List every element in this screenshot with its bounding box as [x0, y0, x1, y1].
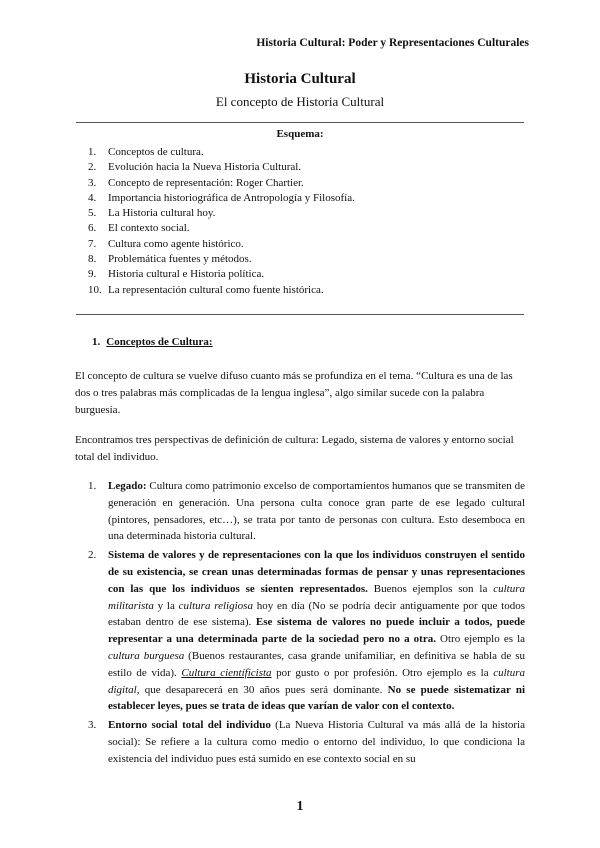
definition-number: 2.: [88, 549, 97, 562]
esquema-heading: Esquema:: [276, 128, 324, 140]
running-header: Historia Cultural: Poder y Representaciones Culturales: [256, 37, 529, 49]
esquema-item: [88, 221, 355, 236]
esquema-item-text: La representación cultural como fuente histórica.: [108, 283, 324, 296]
esquema-item-number: 8.: [88, 253, 97, 266]
definition-text: (Buenos restaurantes, casa grande unifamiliar, en definitiva se habla de su estilo de vida).: [108, 649, 525, 679]
esquema-item-number: 2.: [88, 161, 97, 174]
document-title: Historia Cultural: [244, 71, 356, 87]
esquema-item-number: 5.: [88, 207, 97, 220]
esquema-item: [88, 145, 355, 160]
definition-term: Entorno social total del individuo: [108, 719, 271, 732]
definition-text: Cultura como patrimonio excelso de comportamientos humanos que se transmiten de generación en generación. Una persona culta conoce gran parte de ese legado cultural (pintores, pensadores, etc…), se trata por tanto de personas con cultura. Esto desemboca en una determinada historia cultural.: [108, 480, 525, 543]
divider-top: [76, 122, 524, 123]
definition-text: , que desaparecerá en 30 años pues será dominante.: [136, 683, 388, 696]
esquema-item: [88, 252, 355, 267]
esquema-item: [88, 176, 355, 191]
definition-number: 3.: [88, 719, 97, 732]
esquema-item-number: 9.: [88, 268, 97, 281]
esquema-list: [88, 145, 355, 298]
esquema-item-text: Historia cultural e Historia política.: [108, 268, 265, 281]
definition-item-sistema-valores: [75, 547, 525, 715]
definition-text: (La Nueva Historia Cultural va más allá de la historia social): Se refiere a la cultura como medio o entorno del individuo, lo que condiciona la existencia del individuo pues está sumido en ese contexto social en su: [108, 719, 525, 765]
esquema-item-number: 4.: [88, 191, 97, 204]
esquema-item-number: 10.: [88, 283, 102, 296]
section-number: 1.: [92, 336, 101, 348]
esquema-item-text: Conceptos de cultura.: [108, 146, 204, 158]
esquema-item-number: 1.: [88, 146, 97, 158]
esquema-item-text: La Historia cultural hoy.: [108, 207, 216, 220]
section-title: Conceptos de Cultura:: [106, 336, 213, 348]
esquema-item-text: Importancia historiográfica de Antropología y Filosofía.: [108, 191, 355, 204]
esquema-item-text: Cultura como agente histórico.: [108, 237, 244, 250]
esquema-item-text: El contexto social.: [108, 222, 190, 235]
esquema-item-number: 3.: [88, 176, 97, 189]
example-term: cultura militarista: [108, 582, 526, 612]
example-term: cultura burguesa: [108, 649, 185, 662]
example-term: cultura digital: [108, 666, 525, 696]
example-term: Cultura científicista: [181, 666, 272, 679]
definition-text: y la: [153, 599, 179, 612]
definition-item-legado: [75, 478, 525, 545]
esquema-item-text: Concepto de representación: Roger Chartier.: [108, 176, 304, 189]
paragraph-perspectives: Encontramos tres perspectivas de definición de cultura: Legado, sistema de valores y entorno social total del individuo.: [75, 434, 514, 463]
paragraph-intro: El concepto de cultura se vuelve difuso cuanto más se profundiza en el tema. “Cultura es una de las dos o tres palabras más complicadas de la lengua inglesa”, algo similar sucede con la palabra burguesía.: [75, 370, 513, 416]
emphasis-text: Ese sistema de valores no puede incluir a todos, puede representar a una determinada parte de la sociedad pero no a otra.: [108, 616, 525, 646]
definition-text: Buenos ejemplos son la: [367, 582, 494, 595]
esquema-item-text: Evolución hacia la Nueva Historia Cultural.: [108, 161, 302, 174]
section-heading: [92, 336, 213, 348]
definition-text: Otro ejemplo es la: [435, 633, 526, 646]
esquema-item: [88, 267, 355, 282]
esquema-item-number: 6.: [88, 222, 97, 235]
definition-term: Legado:: [108, 480, 147, 492]
esquema-item: [88, 191, 355, 206]
example-term: cultura religiosa: [178, 599, 253, 612]
esquema-item: [88, 160, 355, 175]
esquema-item-number: 7.: [88, 237, 97, 250]
definition-number: 1.: [88, 480, 97, 492]
definition-term: Sistema de valores y de representaciones con la que los individuos construyen el sentido de su existencia, se crean unas determinadas formas de pensar y unas representaciones con las que los individuos se sienten representados.: [108, 549, 525, 595]
definition-list: [75, 478, 525, 770]
definition-text: por gusto o por profesión. Otro ejemplo es la: [271, 666, 494, 679]
esquema-item: [88, 206, 355, 221]
definition-item-entorno-social: [75, 717, 525, 767]
document-subtitle: El concepto de Historia Cultural: [215, 94, 385, 109]
esquema-item: [88, 237, 355, 252]
divider-bottom: [76, 314, 524, 315]
page-number: 1: [296, 799, 304, 814]
esquema-item-text: Problemática fuentes y métodos.: [108, 253, 252, 266]
emphasis-text: No se puede sistematizar ni establecer leyes, pues se trata de ideas que varían de valor con el contexto.: [108, 683, 526, 713]
esquema-item: [88, 283, 355, 298]
definition-text: hoy en día (No se podría decir antiguamente por que todos estaban dentro de ese sistema).: [108, 599, 525, 629]
